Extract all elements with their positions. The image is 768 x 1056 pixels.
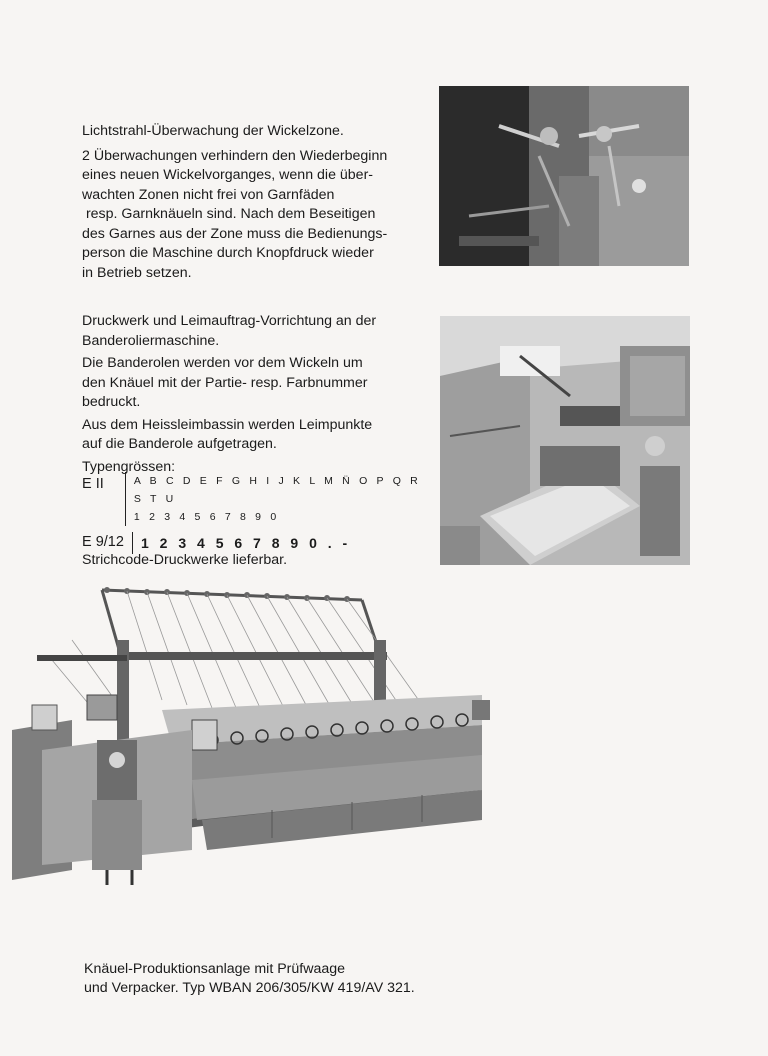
photo-ball-production-machine [12,580,496,886]
photo-light-beam-sensors [439,86,689,266]
caption-line: und Verpacker. Typ WBAN 206/305/KW 419/AV 321. [84,980,415,996]
caption-line: Knäuel-Produktionsanlage mit Prüfwaage [84,961,346,977]
section1-line: in Betrieb setzen. [82,264,192,281]
section2-para1-line: bedruckt. [82,394,141,410]
section2-heading [82,312,432,351]
section2-para2 [82,416,432,455]
type-specimen-bold-digits: 1 2 3 4 5 6 7 8 9 0 . - [141,535,351,551]
type-label: E 9/12 [82,534,124,550]
section1-body [82,147,432,284]
section-printing-unit [82,312,432,477]
section1-line: person die Maschine durch Knopfdruck wieder [82,245,374,261]
section2-para2-line: Aus dem Heissleimbassin werden Leimpunkte [82,416,373,433]
section2-para1 [82,354,432,413]
section2-para1-line: Die Banderolen werden vor dem Wickeln um [82,355,363,371]
type-specimen-letters: A B C D E F G H I J K L M N̈ O P Q R S T U [133,475,421,505]
section1-line: 2 Überwachungen verhindern den Wiederbeginn [82,147,388,164]
section2-heading-line: Druckwerk und Leimauftrag-Vorrichtung an der [82,313,377,329]
section1-line: eines neuen Wickelvorganges, wenn die über- [82,167,374,183]
type-sizes-table [82,472,422,554]
section1-line: wachten Zonen nicht frei von Garnfäden [82,186,335,203]
section1-heading: Lichtstrahl-Überwachung der Wickelzone. [82,123,344,139]
type-sizes-label: Typengrössen: [82,458,176,475]
type-specimen-digits: 1 2 3 4 5 6 7 8 9 0 [133,511,280,523]
section-light-beam-monitoring [82,122,432,283]
type-specimens [125,472,422,526]
section2-para2-line: auf die Banderole aufgetragen. [82,436,277,452]
barcode-note: Strichcode-Druckwerke lieferbar. [82,552,288,568]
machine-caption [84,960,504,998]
type-label: E II [82,476,104,492]
section1-line: resp. Garnknäueln sind. Nach dem Beseitigen [82,206,376,222]
type-row-e9-12 [82,532,422,554]
section2-para1-line: den Knäuel mit der Partie- resp. Farbnummer [82,374,368,391]
section1-line: des Garnes aus der Zone muss die Bedienungs- [82,225,388,242]
type-specimens [132,532,351,554]
section2-heading-line: Banderoliermaschine. [82,332,220,349]
type-row-e11 [82,472,422,526]
photo-printing-glue-unit [440,316,690,565]
